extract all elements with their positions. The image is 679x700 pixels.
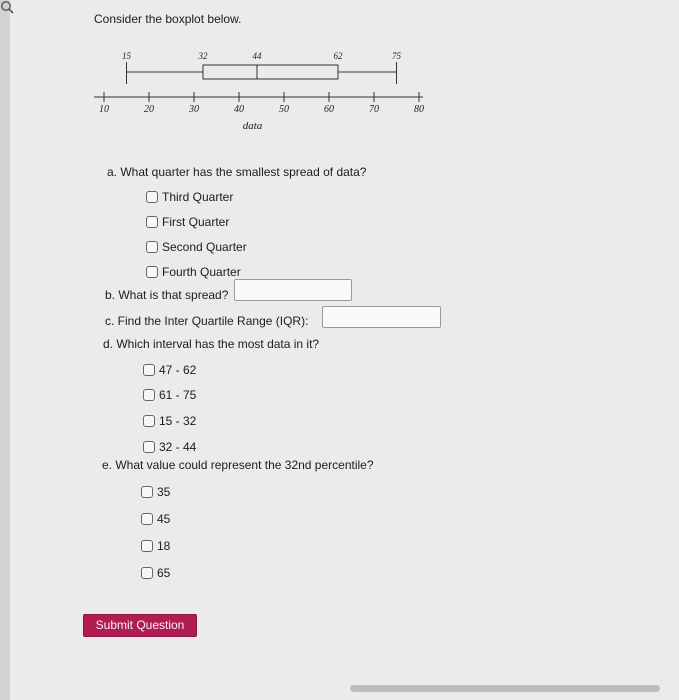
option-18[interactable] <box>141 539 170 553</box>
option-label: 35 <box>157 485 171 499</box>
checkbox[interactable] <box>143 415 155 427</box>
option-third-quarter[interactable] <box>146 190 233 204</box>
option-second-quarter[interactable] <box>146 240 247 254</box>
option-32-44[interactable] <box>143 440 196 454</box>
checkbox[interactable] <box>146 266 158 278</box>
magnifier-icon[interactable] <box>0 0 14 14</box>
axis-tick-label: 10 <box>99 104 109 115</box>
iqr-box <box>203 65 338 79</box>
boxplot <box>0 0 679 140</box>
axis-tick-label: 50 <box>279 104 289 115</box>
checkbox[interactable] <box>146 241 158 253</box>
question-b: b. What is that spread? <box>105 288 229 302</box>
option-label: 15 - 32 <box>159 414 197 428</box>
option-first-quarter[interactable] <box>146 215 229 229</box>
option-15-32[interactable] <box>143 414 196 428</box>
axis-tick-label: 70 <box>369 104 379 115</box>
option-label: 47 - 62 <box>159 363 197 377</box>
option-label: 61 - 75 <box>159 388 197 402</box>
option-47-62[interactable] <box>143 363 196 377</box>
option-label: Third Quarter <box>162 190 234 204</box>
question-d: d. Which interval has the most data in it? <box>103 337 320 351</box>
question-e: e. What value could represent the 32nd percentile? <box>102 458 374 472</box>
spread-input[interactable] <box>234 279 352 301</box>
checkbox[interactable] <box>146 216 158 228</box>
option-label: 45 <box>157 512 171 526</box>
value-label: 32 <box>198 51 208 61</box>
question-c: c. Find the Inter Quartile Range (IQR): <box>105 314 309 328</box>
option-65[interactable] <box>141 566 170 580</box>
option-35[interactable] <box>141 485 170 499</box>
axis-tick-label: 80 <box>414 104 424 115</box>
option-fourth-quarter[interactable] <box>146 265 241 279</box>
option-label: 18 <box>157 539 171 553</box>
horizontal-scrollbar[interactable] <box>350 685 660 692</box>
checkbox[interactable] <box>141 540 153 552</box>
checkbox[interactable] <box>141 486 153 498</box>
option-45[interactable] <box>141 512 170 526</box>
checkbox[interactable] <box>143 364 155 376</box>
checkbox[interactable] <box>143 389 155 401</box>
option-label: Second Quarter <box>162 240 247 254</box>
option-label: 65 <box>157 566 171 580</box>
checkbox[interactable] <box>146 191 158 203</box>
boxplot-svg <box>0 0 679 140</box>
iqr-input[interactable] <box>322 306 441 328</box>
checkbox[interactable] <box>141 513 153 525</box>
axis-tick-label: 30 <box>189 104 199 115</box>
axis-tick-label: 20 <box>144 104 154 115</box>
axis-tick-label: 40 <box>234 104 244 115</box>
value-label: 62 <box>333 51 343 61</box>
checkbox[interactable] <box>143 441 155 453</box>
option-label: First Quarter <box>162 215 230 229</box>
submit-question-button[interactable]: Submit Question <box>83 614 197 637</box>
value-label: 15 <box>122 51 131 61</box>
option-61-75[interactable] <box>143 388 196 402</box>
axis-tick-label: 60 <box>324 104 334 115</box>
question-a: a. What quarter has the smallest spread of data? <box>107 165 367 179</box>
checkbox[interactable] <box>141 567 153 579</box>
intro-text: Consider the boxplot below. <box>94 12 242 26</box>
option-label: 32 - 44 <box>159 440 197 454</box>
axis-label: data <box>242 120 263 132</box>
value-label: 44 <box>252 51 262 61</box>
option-label: Fourth Quarter <box>162 265 241 279</box>
value-label: 75 <box>392 51 401 61</box>
